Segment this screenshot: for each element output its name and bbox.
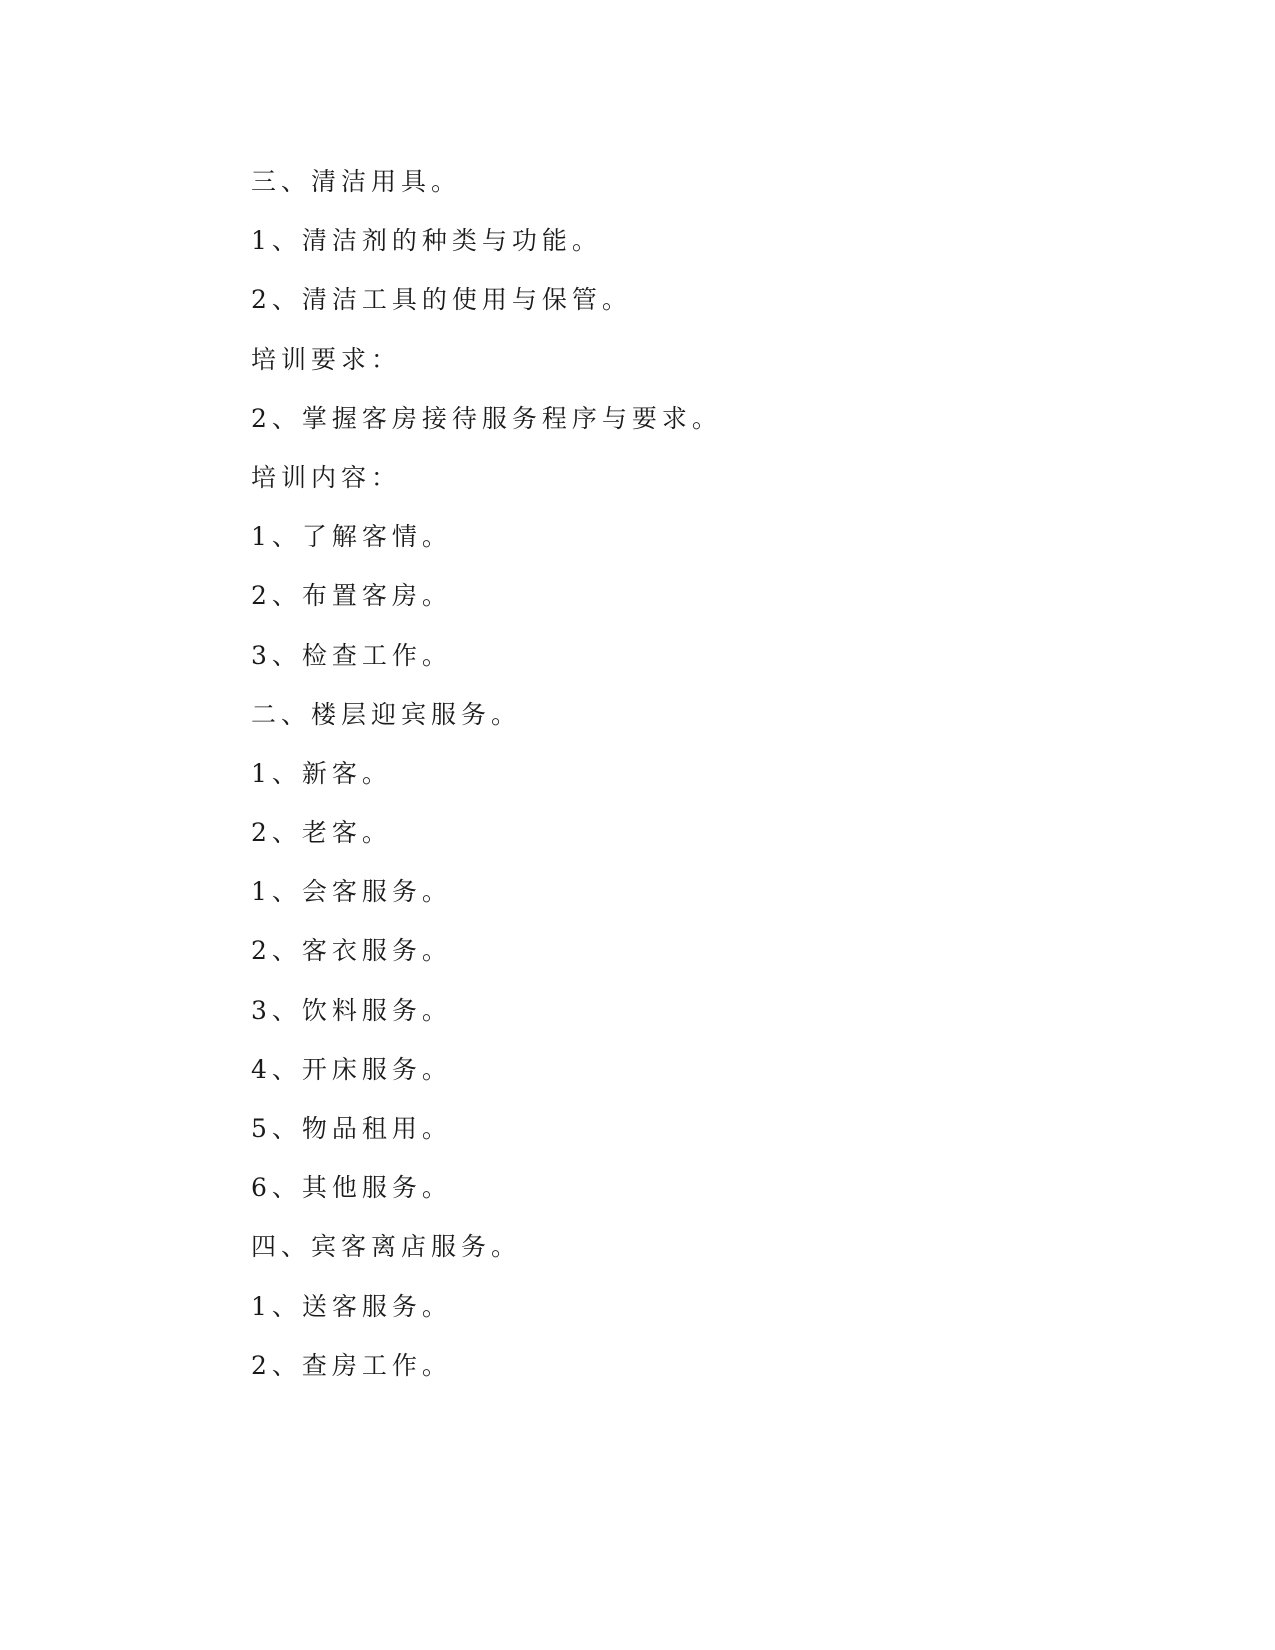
list-item: 4、开床服务。 bbox=[251, 1054, 452, 1084]
list-item: 3、检查工作。 bbox=[251, 640, 452, 670]
section-heading-floor-welcome: 二、楼层迎宾服务。 bbox=[251, 699, 522, 729]
list-item: 2、清洁工具的使用与保管。 bbox=[251, 285, 632, 315]
list-item: 2、老客。 bbox=[251, 818, 392, 848]
document-body bbox=[251, 160, 1151, 1403]
section-heading-guest-departure: 四、宾客离店服务。 bbox=[251, 1232, 522, 1262]
list-item: 3、饮料服务。 bbox=[251, 995, 452, 1025]
list-item: 1、会客服务。 bbox=[251, 877, 452, 907]
list-item: 5、物品租用。 bbox=[251, 1114, 452, 1143]
list-item: 2、查房工作。 bbox=[251, 1350, 452, 1380]
list-item: 1、清洁剂的种类与功能。 bbox=[251, 226, 602, 256]
list-item: 2、掌握客房接待服务程序与要求。 bbox=[251, 403, 722, 433]
training-requirements-label: 培训要求： bbox=[251, 344, 402, 374]
list-item: 2、布置客房。 bbox=[251, 581, 452, 611]
list-item: 1、新客。 bbox=[251, 758, 392, 788]
training-content-label: 培训内容： bbox=[251, 462, 402, 492]
list-item: 2、客衣服务。 bbox=[251, 936, 452, 966]
list-item: 1、了解客情。 bbox=[251, 522, 452, 552]
list-item: 6、其他服务。 bbox=[251, 1173, 452, 1203]
section-heading-cleaning-tools: 三、清洁用具。 bbox=[251, 167, 462, 196]
list-item: 1、送客服务。 bbox=[251, 1291, 452, 1321]
